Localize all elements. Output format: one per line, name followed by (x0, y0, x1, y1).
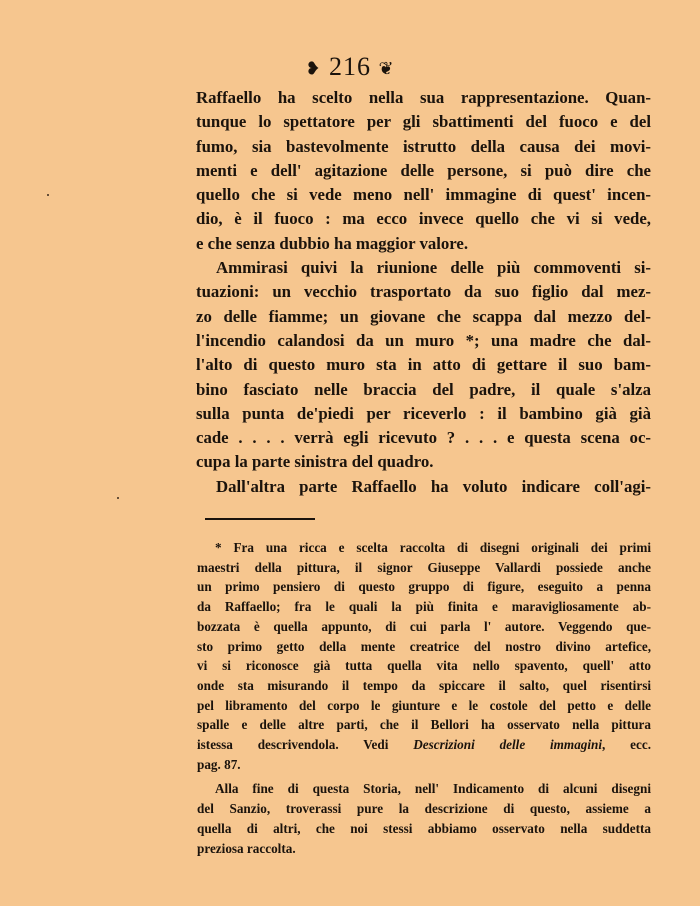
footnote-paragraph-2 (197, 779, 651, 858)
text-line: menti e dell' agitazione delle persone, si può dire che (196, 160, 651, 180)
footnote-line: da Raffaello; fra le quali la più finita e maravigliosamente ab- (197, 599, 651, 615)
ornament-right-icon: ❦ (378, 58, 395, 79)
footnote-line: bozzata è quella appunto, di cui parla l' autore. Veggendo que- (197, 618, 651, 634)
text-line: quello che si vede meno nell' immagine di quest' incen- (196, 185, 651, 205)
footnote-line: sto primo getto della mente creatrice del nostro divino artefice, (197, 638, 651, 654)
text-line: e che senza dubbio ha maggior valore. (196, 233, 469, 253)
footnote-divider (205, 518, 315, 520)
text-line: tuazioni: un vecchio trasportato da suo figlio dal mez- (196, 282, 651, 302)
footnote-line: Alla fine di questa Storia, nell' Indicamento di alcuni disegni (215, 781, 651, 797)
text-line: Ammirasi quivi la riunione delle più commoventi si- (216, 258, 651, 278)
text-line: dio, è il fuoco : ma ecco invece quello che vi si vede, (196, 209, 651, 229)
footnote-line-text: istessa descrivendola. Vedi (197, 737, 389, 753)
text-line: Raffaello ha scelto nella sua rappresentazione. Quan- (196, 88, 651, 107)
margin-speck (117, 497, 119, 499)
footnote-line: onde sta misurando il tempo da spiccare il salto, quel risentirsi (197, 677, 651, 693)
footnote-line: vi si riconosce già tutta quella vita nello spavento, quell' atto (197, 658, 651, 674)
page-number (0, 52, 700, 82)
text-line: bino fasciato nelle braccia del padre, il quale s'alza (196, 379, 651, 399)
footnote-line: pel libramento del corpo le giunture e le costole del petto e delle (197, 697, 651, 713)
footnote-line: spalle e delle altre parti, che il Bellori ha osservato nella pittura (197, 717, 651, 733)
text-line: cupa la parte sinistra del quadro. (196, 452, 434, 472)
text-line: l'alto di questo muro sta in atto di gettare il suo bam- (196, 355, 651, 375)
page-number-value: 216 (329, 52, 371, 81)
footnote-line (197, 735, 651, 755)
ornament-left-icon: ❥ (305, 58, 322, 79)
text-line: zo delle fiamme; un giovane che scappa dal mezzo del- (196, 306, 651, 326)
text-line: tunque lo spettatore per gli sbattimenti del fuoco e del (196, 112, 651, 132)
margin-speck (47, 194, 49, 196)
footnote-ref-title: Descrizioni delle immagini (413, 737, 603, 753)
footnote-line: del Sanzio, troverassi pure la descrizione di questo, assieme a (197, 801, 651, 817)
text-line: sulla punta de'piedi per riceverlo : il bambino già già (196, 403, 651, 423)
text-line: l'incendio calandosi da un muro *; una madre che dal- (196, 330, 651, 350)
footnote-line: pag. 87. (197, 756, 241, 772)
text-line: cade . . . . verrà egli ricevuto ? . . . e questa scena oc- (196, 428, 651, 448)
text-line: Dall'altra parte Raffaello ha voluto indicare coll'agi- (216, 476, 651, 496)
footnote (197, 538, 651, 858)
footnote-line: preziosa raccolta. (197, 840, 296, 856)
footnote-ref-tail: , ecc. (602, 737, 652, 753)
text-line: fumo, sia bastevolmente istrutto della causa dei movi- (196, 136, 651, 156)
footnote-line: maestri della pittura, il signor Giuseppe Vallardi possiede anche (197, 559, 651, 575)
footnote-line: quella di altri, che noi stessi abbiamo osservato nella suddetta (197, 820, 651, 836)
footnote-line: un primo pensiero di questo gruppo di figure, eseguito a penna (197, 579, 651, 595)
main-text (196, 86, 651, 499)
footnote-line: * Fra una ricca e scelta raccolta di disegni originali dei primi (215, 540, 651, 555)
